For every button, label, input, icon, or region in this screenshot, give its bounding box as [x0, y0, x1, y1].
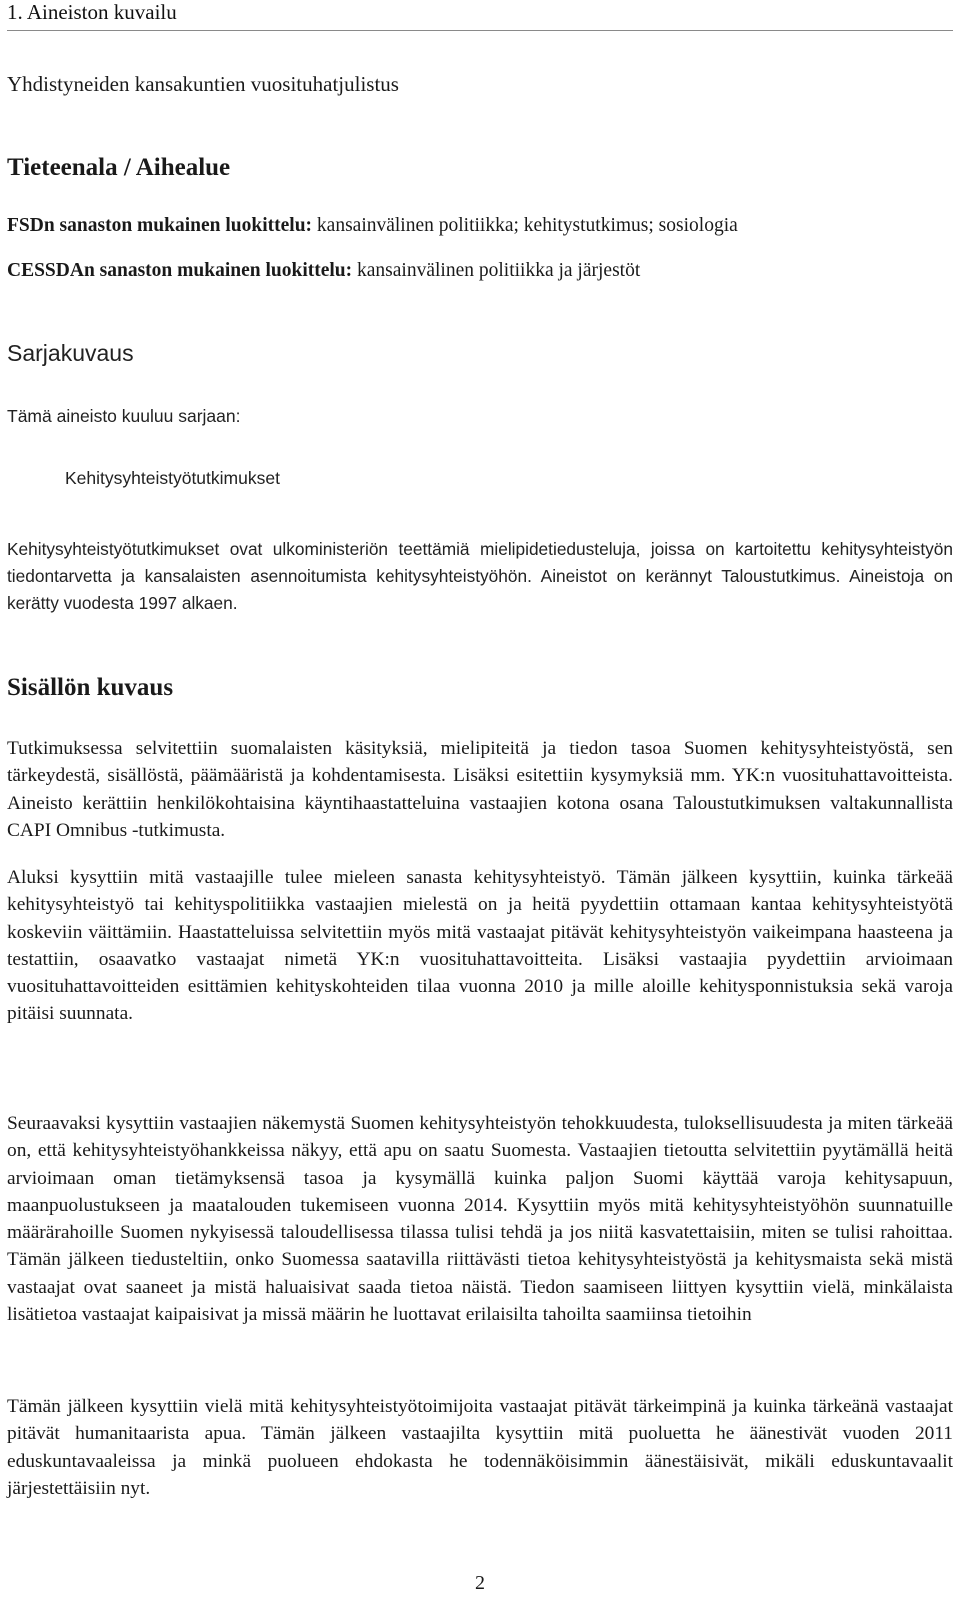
series-heading: Sarjakuvaus [7, 340, 134, 366]
fsd-classification [7, 213, 738, 239]
fsd-classification-value: kansainvälinen politiikka; kehitystutkimus; sosiologia [316, 215, 738, 236]
running-header [7, 0, 953, 31]
series-description: Kehitysyhteistyötutkimukset ovat ulkoministeriön teettämiä mielipidetiedusteluja, joissa on kartoitettu kehitysyhteistyön tiedontarvetta ja kansalaisten asennoitumista kehitysyhteistyöhön. Aineistot on kerännyt Taloustutkimus. Aineistoja on kerätty vuodesta 1997 alkaen. [7, 539, 953, 613]
section-title: 1. Aineiston kuvailu [7, 0, 177, 24]
cessda-classification-label: CESSDAn sanaston mukainen luokittelu: [7, 260, 353, 281]
series-name: Kehitysyhteistyötutkimukset [65, 468, 280, 488]
field-heading: Tieteenala / Aihealue [7, 154, 231, 181]
content-paragraph: Tämän jälkeen kysyttiin vielä mitä kehitysyhteistyötoimijoita vastaajat pitävät tärkeimpinä ja kuinka tärkeänä vastaajat pitävät humanitaarista apua. Tämän jälkeen vastaajilta kysyttiin mitä puoluetta he äänestivät vuoden 2011 eduskuntavaaleissa ja minkä puolueen ehdokasta he todennäköisimmin äänestäisivät, mikäli eduskuntavaalit järjestettäisiin nyt. [7, 1396, 953, 1499]
page-number: 2 [475, 1572, 485, 1594]
series-intro: Tämä aineisto kuuluu sarjaan: [7, 406, 241, 426]
cessda-classification-value: kansainvälinen politiikka ja järjestöt [357, 260, 641, 281]
content-heading: Sisällön kuvaus [7, 674, 174, 701]
document-title: Yhdistyneiden kansakuntien vuosituhatjulistus [7, 72, 399, 96]
fsd-classification-label: FSDn sanaston mukainen luokittelu: [7, 215, 313, 236]
content-paragraph: Seuraavaksi kysyttiin vastaajien näkemystä Suomen kehitysyhteistyön tehokkuudesta, tuloksellisuudesta ja miten tärkeää on, että kehitysyhteistyöhankkeissa näkyy, että apu on saatu Suomesta. Vastaajien tietoutta selvitettiin pyytämällä heitä arvioimaan oman tietämyksensä tasoa ja kysymällä kuinka paljon Suomi käyttää varoja kehitysapuun, maanpuolustukseen ja maatalouden tukemiseen vuonna 2014. Kysyttiin myös mitä kehitysyhteistyöhön suunnatuille määrärahoille Suomen nykyisessä taloudellisessa tilassa tulisi tehdä ja jos niitä kasvatettaisiin, miten se tulisi rahoittaa. Tämän jälkeen tiedusteltiin, onko Suomessa saatavilla riittävästi tietoa kehitysyhteistyöstä ja kehitysmaista sekä mistä vastaajat ovat saaneet ja mistä haluaisivat saada tietoa näistä. Tiedon saamiseen liittyen kysyttiin vielä, minkälaista lisätietoa vastaajat kaipaisivat ja missä määrin he luottavat erilaisilta tahoilta saamiinsa tietoihin [7, 1113, 953, 1326]
content-paragraph: Aluksi kysyttiin mitä vastaajille tulee mieleen sanasta kehitysyhteistyö. Tämän jälkeen kysyttiin, kuinka tärkeää kehitysyhteistyö tai kehityspolitiikka vastaajien mielestä on ja heitä pyydettiin ottamaan kantaa kehitysyhteistyötä koskeviin väittämiin. Haastatteluissa selvitettiin myös mitä vastaajat pitävät kehitysyhteistyön vaikeimpana haasteena ja testattiin, osaavatko vastaajat nimetä YK:n vuosituhattavoitteita. Lisäksi vastaajia pyydettiin arvioimaan vuosituhattavoitteiden esittämien kehityskohteiden tilaa vuonna 2010 ja mille aloille kehitysponnistuksia sekä varoja pitäisi suunnata. [7, 867, 953, 1025]
content-paragraph: Tutkimuksessa selvitettiin suomalaisten käsityksiä, mielipiteitä ja tiedon tasoa Suomen kehitysyhteistyöstä, sen tärkeydestä, sisällöstä, päämääristä ja kohdentamisesta. Lisäksi esitettiin kysymyksiä mm. YK:n vuosituhattavoitteista. Aineisto kerättiin henkilökohtaisina käyntihaastatteluina vastaajien kotona osana Taloustutkimuksen valtakunnallista CAPI Omnibus -tutkimusta. [7, 738, 953, 841]
cessda-classification [7, 258, 640, 284]
